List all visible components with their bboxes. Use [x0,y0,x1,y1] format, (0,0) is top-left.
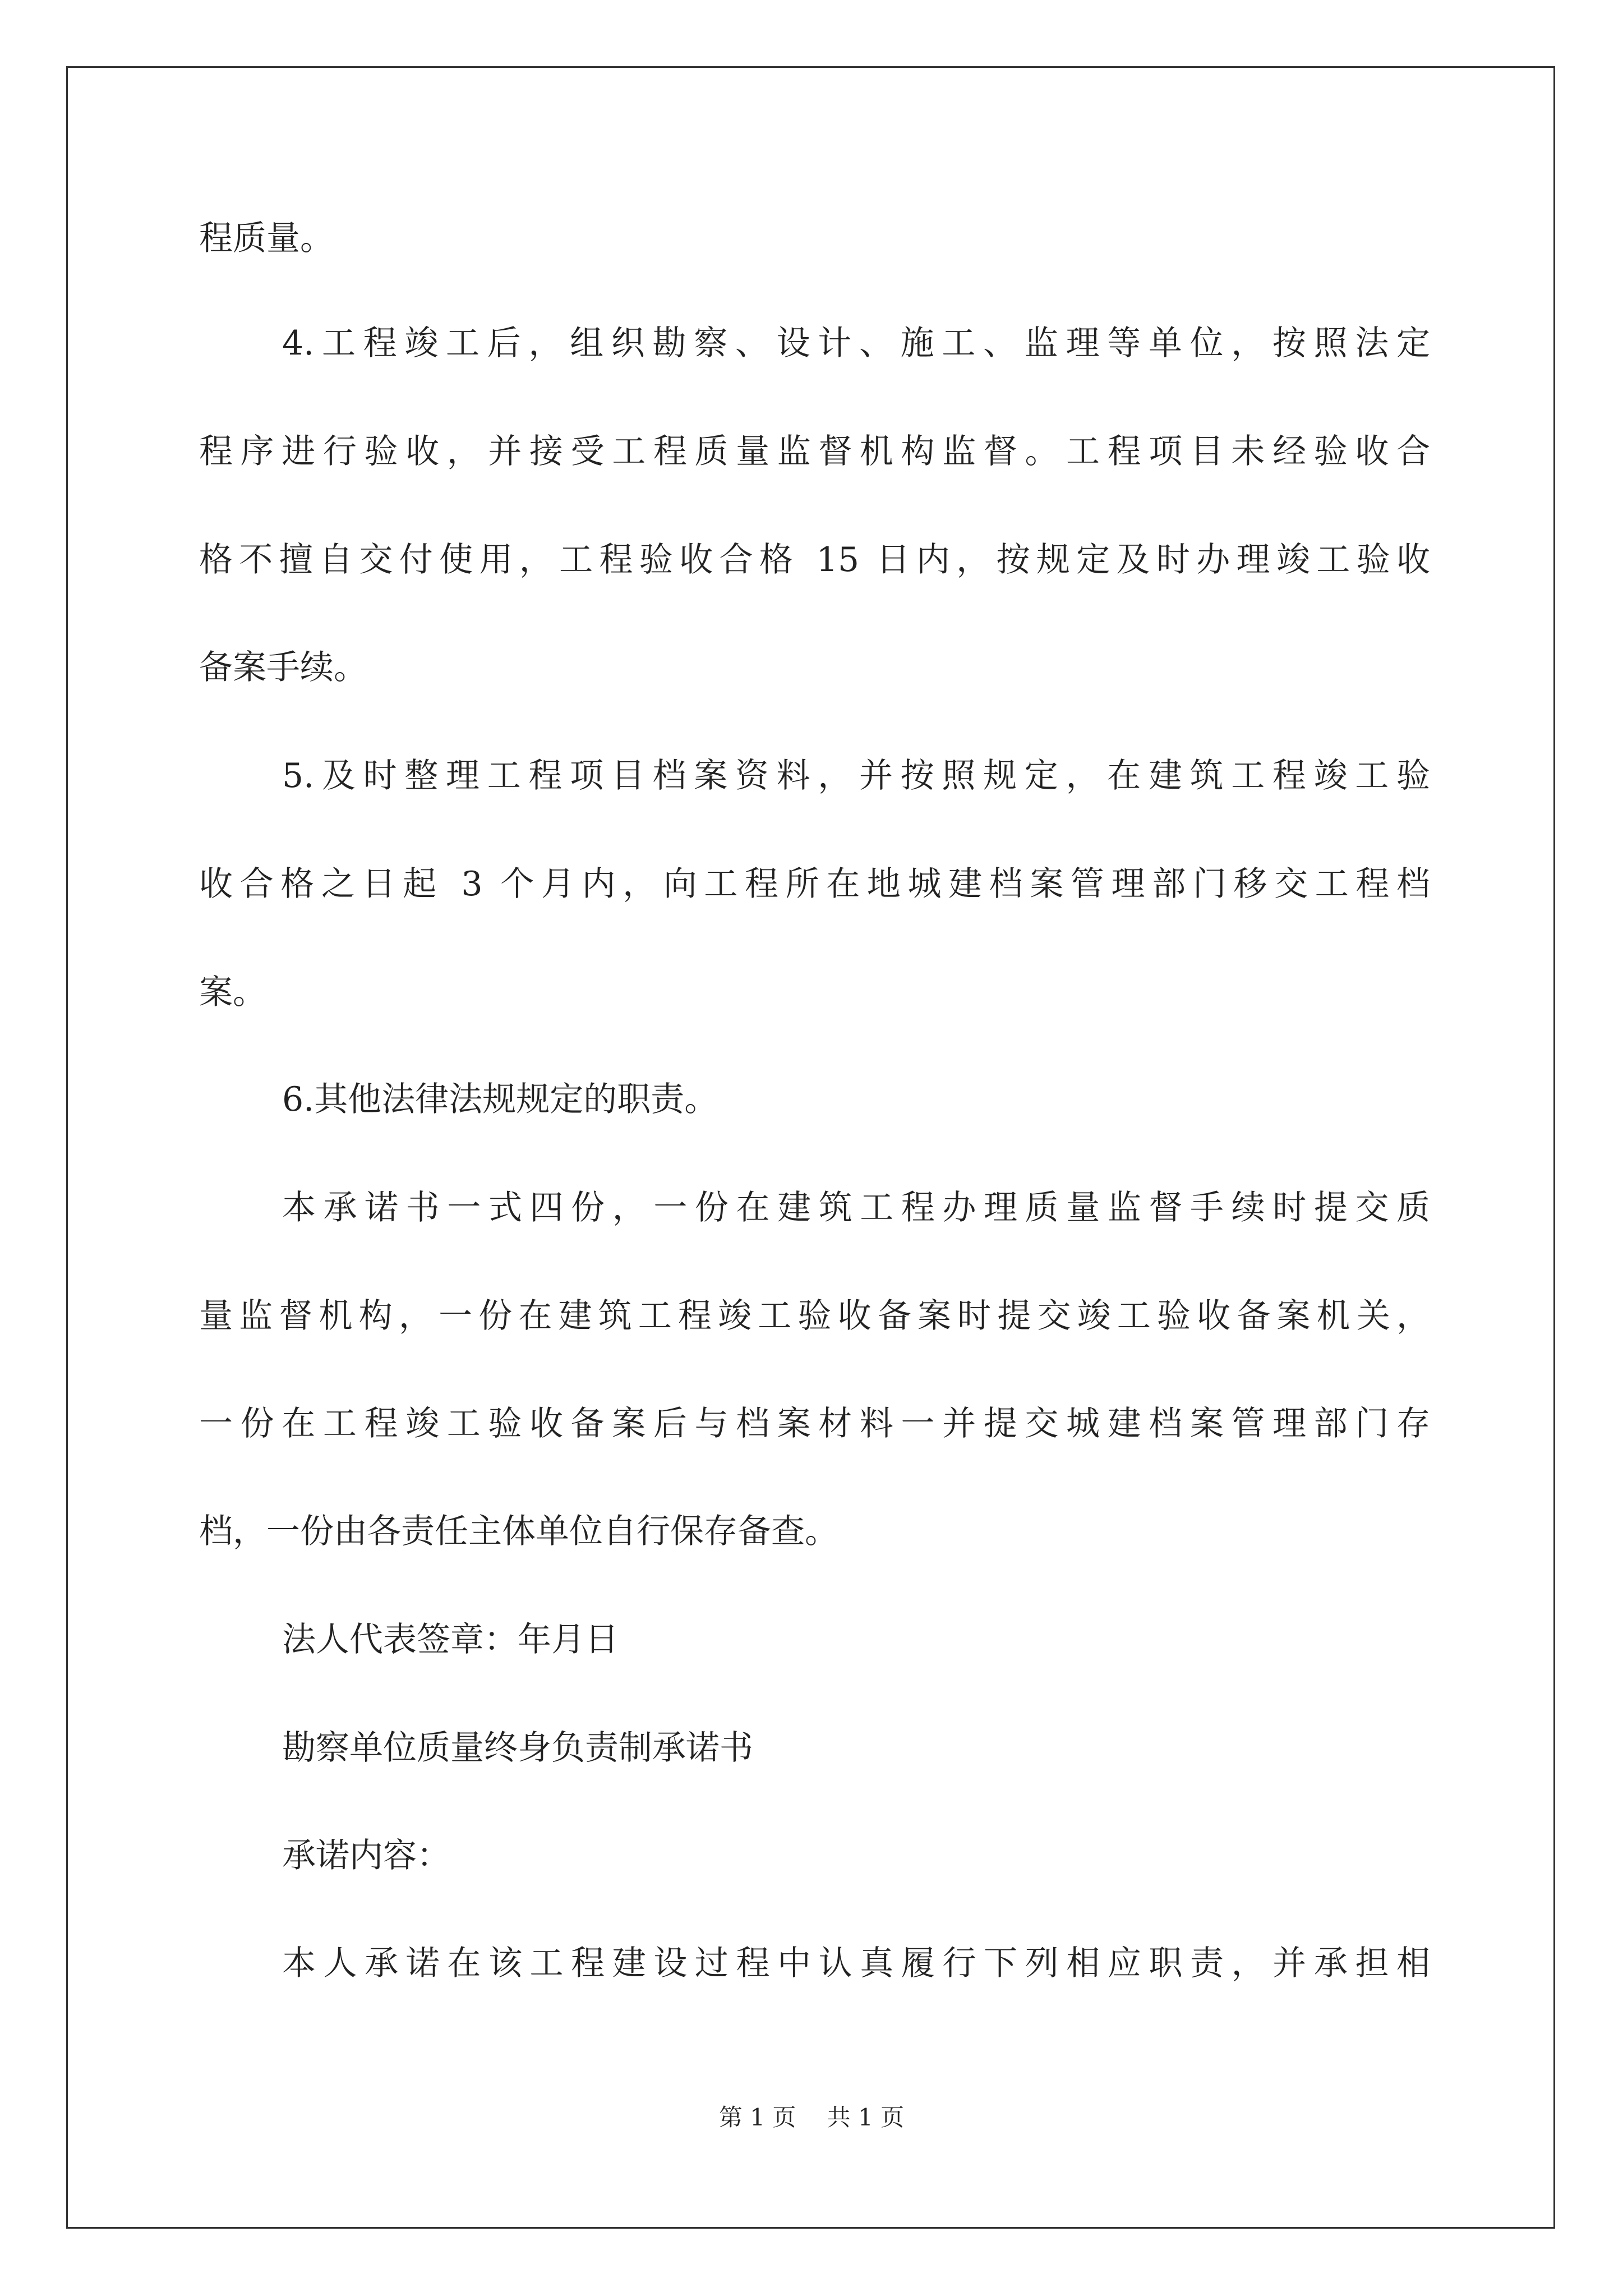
paragraph-line: 承诺内容： [282,1836,450,1875]
page-footer: 第 1 页 共 1 页 [718,2104,905,2131]
paragraph-line: 4.工程竣工后，组织勘察、设计、施工、监理等单位，按照法定 [282,324,1430,363]
section-heading: 勘察单位质量终身负责制承诺书 [282,1728,753,1768]
paragraph-line: 程质量。 [199,219,334,258]
paragraph-line: 收合格之日起 3 个月内，向工程所在地城建档案管理部门移交工程档 [199,864,1430,904]
paragraph-line: 备案手续。 [199,648,367,687]
paragraph-line: 本承诺书一式四份，一份在建筑工程办理质量监督手续时提交质 [282,1188,1430,1227]
page-border [66,66,1555,2229]
paragraph-line: 量监督机构，一份在建筑工程竣工验收备案时提交竣工验收备案机关， [199,1296,1430,1336]
paragraph-line: 程序进行验收，并接受工程质量监督机构监督。工程项目未经验收合 [199,432,1430,471]
paragraph-line: 5.及时整理工程项目档案资料，并按照规定，在建筑工程竣工验 [282,756,1430,795]
paragraph-line: 案。 [199,973,266,1012]
paragraph-line: 本人承诺在该工程建设过程中认真履行下列相应职责，并承担相 [282,1944,1430,1983]
signature-line: 法人代表签章：年月日 [282,1620,619,1659]
paragraph-line: 一份在工程竣工验收备案后与档案材料一并提交城建档案管理部门存 [199,1404,1430,1443]
paragraph-line: 档，一份由各责任主体单位自行保存备查。 [199,1512,838,1551]
paragraph-line: 6.其他法律法规规定的职责。 [282,1080,718,1119]
paragraph-line: 格不擅自交付使用，工程验收合格 15 日内，按规定及时办理竣工验收 [199,540,1430,579]
